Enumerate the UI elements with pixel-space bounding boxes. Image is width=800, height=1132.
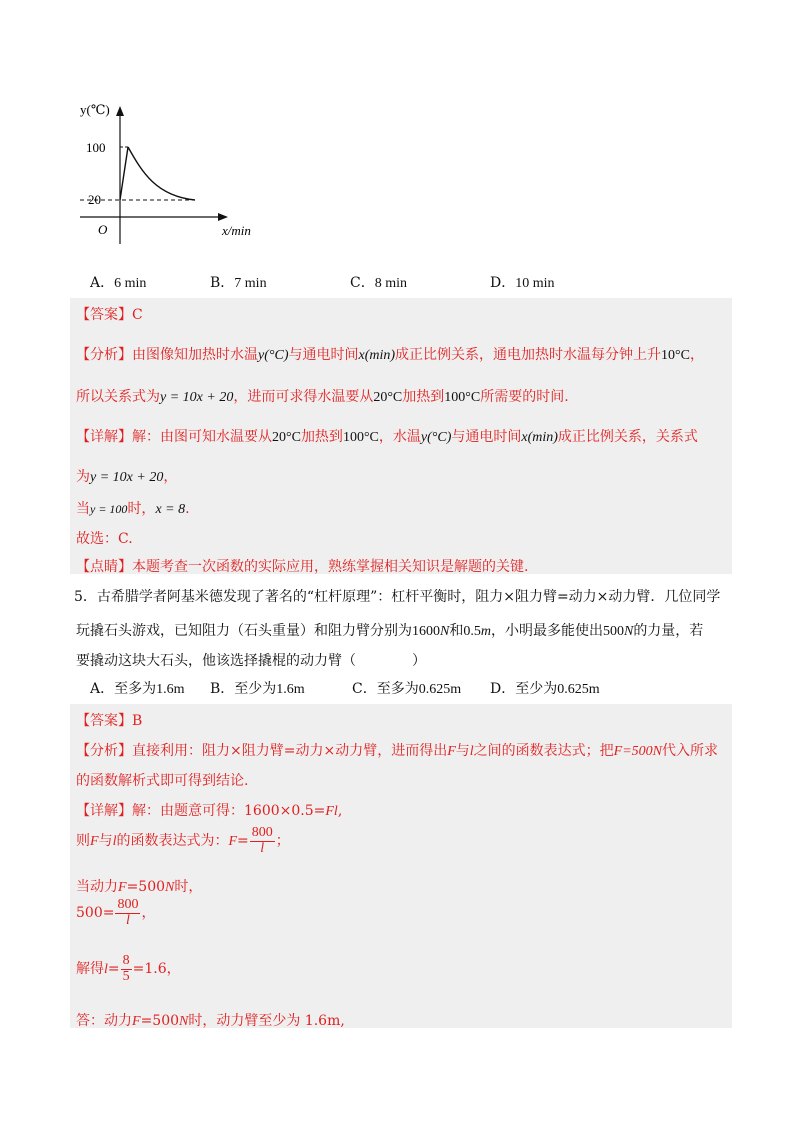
answer-tag: 【答案】 [76, 307, 132, 323]
q5-option-d[interactable] [490, 678, 600, 698]
q4-detail-line-3 [76, 498, 190, 518]
math: F [90, 834, 99, 850]
heating-line [120, 147, 128, 200]
text: ， [163, 469, 178, 485]
text: 与通电时间 [288, 347, 359, 363]
cooling-curve [128, 147, 195, 200]
q5-detail-line-6 [76, 1010, 345, 1030]
x-axis-arrow [218, 213, 228, 221]
text: =500 [126, 879, 166, 895]
text: 由图像知加热时水温 [132, 347, 258, 363]
text: 与 [455, 743, 470, 759]
q5-line-3: 要撬动这块大石头，他该选择撬棍的动力臂（ ） [76, 653, 426, 669]
option-letter: A． [90, 681, 115, 697]
q5-line-1: 5．古希腊学者阿基米德发现了著名的“杠杆原理”：杠杆平衡时，阻力×阻力臂=动力×动力臂．几位同学 [74, 589, 721, 605]
text: 成正比例关系，通电加热时水温每分钟上升 [395, 347, 662, 363]
math: 10°C [661, 348, 690, 363]
text: 所需要的时间. [480, 389, 569, 405]
q5-line-2 [76, 620, 703, 640]
fraction-800-over-l [250, 826, 275, 856]
text: 时， [127, 501, 156, 517]
q5-analysis-line-1 [76, 740, 718, 760]
q5-option-a[interactable] [90, 678, 185, 698]
fraction-denominator: 5 [122, 968, 130, 984]
option-value: 10 min [515, 276, 555, 291]
math: N [179, 1014, 189, 1029]
text: ， [689, 347, 704, 363]
fraction-800-over-l [115, 898, 140, 928]
q4-option-b[interactable] [210, 272, 267, 292]
option-value: 1.6m [156, 682, 185, 697]
option-text: 至少为 [515, 681, 558, 697]
q4-analysis-line-2 [76, 386, 569, 406]
option-text: 至多为 [376, 681, 419, 697]
text: 的函数表达式为： [116, 833, 229, 850]
option-value: 8 min [374, 276, 407, 291]
math: l [104, 962, 108, 978]
text: ，小明最多能使出 [490, 623, 603, 639]
text: = [107, 961, 120, 978]
q5-detail-line-3 [76, 876, 202, 896]
option-value: 7 min [234, 276, 267, 291]
text: . [185, 501, 190, 517]
fraction-numerator: 800 [251, 825, 273, 840]
math: F [447, 744, 456, 759]
detail-tag: 【详解】 [76, 803, 132, 819]
tick-20-label: 20 [88, 192, 101, 207]
text: 当 [76, 501, 90, 517]
text: 加热到 [300, 429, 343, 445]
text: 当动力 [76, 879, 118, 895]
q4-analysis-line-1 [76, 344, 704, 364]
text: 之间的函数表达式；把 [473, 743, 614, 759]
fraction-denominator: l [126, 912, 130, 928]
text: 解得 [76, 961, 104, 978]
q5-detail-line-1 [76, 800, 342, 820]
text: 答：动力 [76, 1013, 132, 1029]
text: 和 [449, 623, 464, 639]
text: , [337, 803, 343, 819]
text: 成正比例关系，关系式 [557, 429, 698, 445]
math: y(°C) [420, 430, 452, 445]
q5-analysis-line-2: 的函数解析式即可得到结论. [76, 773, 249, 789]
text: 解：由题意可得：1600×0.5= [132, 803, 326, 819]
math: 1600 [412, 624, 440, 639]
math: 20°C [272, 430, 301, 445]
q4-comment-line [76, 556, 528, 576]
comment-tag: 【点睛】 [76, 559, 132, 575]
math: y(°C) [258, 348, 289, 363]
text: 代入所求 [662, 743, 718, 759]
temperature-graph [70, 92, 280, 252]
math: F [228, 834, 238, 850]
text: = [237, 833, 249, 850]
option-letter: A． [90, 275, 115, 291]
origin-label: O [98, 222, 108, 237]
math: l [469, 744, 474, 759]
math: y = 10x + 20 [160, 390, 234, 405]
math: x = 8 [155, 502, 186, 517]
option-letter: D． [490, 681, 516, 697]
option-letter: C． [350, 275, 375, 291]
text: 时，动力臂至少为 1.6m, [188, 1013, 345, 1029]
text: 则 [76, 833, 90, 850]
text: 500= [76, 905, 115, 922]
answer-value: B [132, 713, 143, 729]
math: 100°C [444, 390, 481, 405]
q5-option-c[interactable] [352, 678, 461, 698]
detail-tag: 【详解】 [76, 429, 132, 445]
text: 为 [76, 469, 90, 485]
option-value: 6 min [114, 276, 147, 291]
text: ； [275, 833, 290, 850]
text: =500 [140, 1013, 180, 1029]
math: 0.5 [463, 624, 481, 639]
q5-detail-line-4 [76, 898, 155, 928]
text: 加热到 [402, 389, 445, 405]
q4-choose-line: 故选：C. [76, 531, 133, 547]
math: x(min) [521, 430, 558, 445]
answer-value: C [132, 307, 143, 323]
q5-answer-line [76, 710, 142, 730]
math: m [480, 624, 491, 639]
math: y = 10x + 20 [90, 470, 164, 485]
fraction-numerator: 800 [117, 897, 139, 912]
text: 本题考查一次函数的实际应用，熟练掌握相关知识是解题的关键. [132, 559, 529, 575]
q4-option-d[interactable] [490, 272, 555, 292]
option-letter: C． [352, 681, 377, 697]
answer-tag: 【答案】 [76, 713, 132, 729]
math: 20°C [373, 390, 403, 405]
option-letter: B． [210, 275, 235, 291]
math: F [132, 1014, 141, 1029]
text: 时， [174, 879, 203, 895]
q4-detail-line-1 [76, 426, 698, 446]
fraction-numerator: 8 [122, 953, 130, 968]
option-letter: B． [210, 681, 235, 697]
text: ，进而可求得水温要从 [233, 389, 374, 405]
fraction-8-over-5 [121, 954, 132, 984]
analysis-tag: 【分析】 [76, 347, 132, 363]
math: Fl [325, 804, 338, 819]
option-text: 至多为 [114, 681, 157, 697]
tick-100-label: 100 [86, 140, 106, 155]
math: F=500N [613, 744, 662, 759]
q5-option-b[interactable] [210, 678, 305, 698]
math: 100°C [342, 430, 379, 445]
q4-answer-line [76, 304, 143, 324]
y-axis-arrow [116, 106, 124, 116]
x-axis-label: x/min [222, 223, 251, 238]
q4-option-a[interactable] [90, 272, 146, 292]
option-value: 0.625m [418, 682, 462, 697]
q4-detail-line-2 [76, 466, 177, 486]
fraction-denominator: l [260, 840, 265, 856]
text: 解：由图可知水温要从 [132, 429, 272, 445]
math: y = 100 [90, 502, 128, 516]
math: N [623, 624, 634, 639]
option-value: 0.625m [557, 682, 600, 697]
text: 的力量，若 [633, 623, 704, 639]
q5-detail-line-2 [76, 826, 290, 856]
option-value: 1.6m [276, 682, 305, 697]
math: 500 [602, 624, 624, 639]
q4-option-c[interactable] [350, 272, 407, 292]
math: l [112, 834, 117, 850]
text: ， [141, 905, 156, 922]
math: F [118, 880, 127, 895]
text: =1.6， [132, 961, 181, 978]
text: 直接利用：阻力×阻力臂=动力×动力臂，进而得出 [132, 743, 448, 759]
text: 玩撬石头游戏，已知阻力（石头重量）和阻力臂分别为 [76, 623, 412, 639]
text: ，水温 [378, 429, 421, 445]
text: 与通电时间 [451, 429, 522, 445]
option-letter: D． [490, 275, 516, 291]
analysis-tag: 【分析】 [76, 743, 132, 759]
math: N [165, 880, 175, 895]
math: N [440, 624, 450, 639]
q5-detail-line-5 [76, 954, 181, 984]
option-text: 至少为 [234, 681, 277, 697]
math: x(min) [358, 348, 396, 363]
text: 与 [98, 833, 113, 850]
y-axis-label: y(℃) [80, 102, 110, 117]
text: 所以关系式为 [76, 389, 160, 405]
